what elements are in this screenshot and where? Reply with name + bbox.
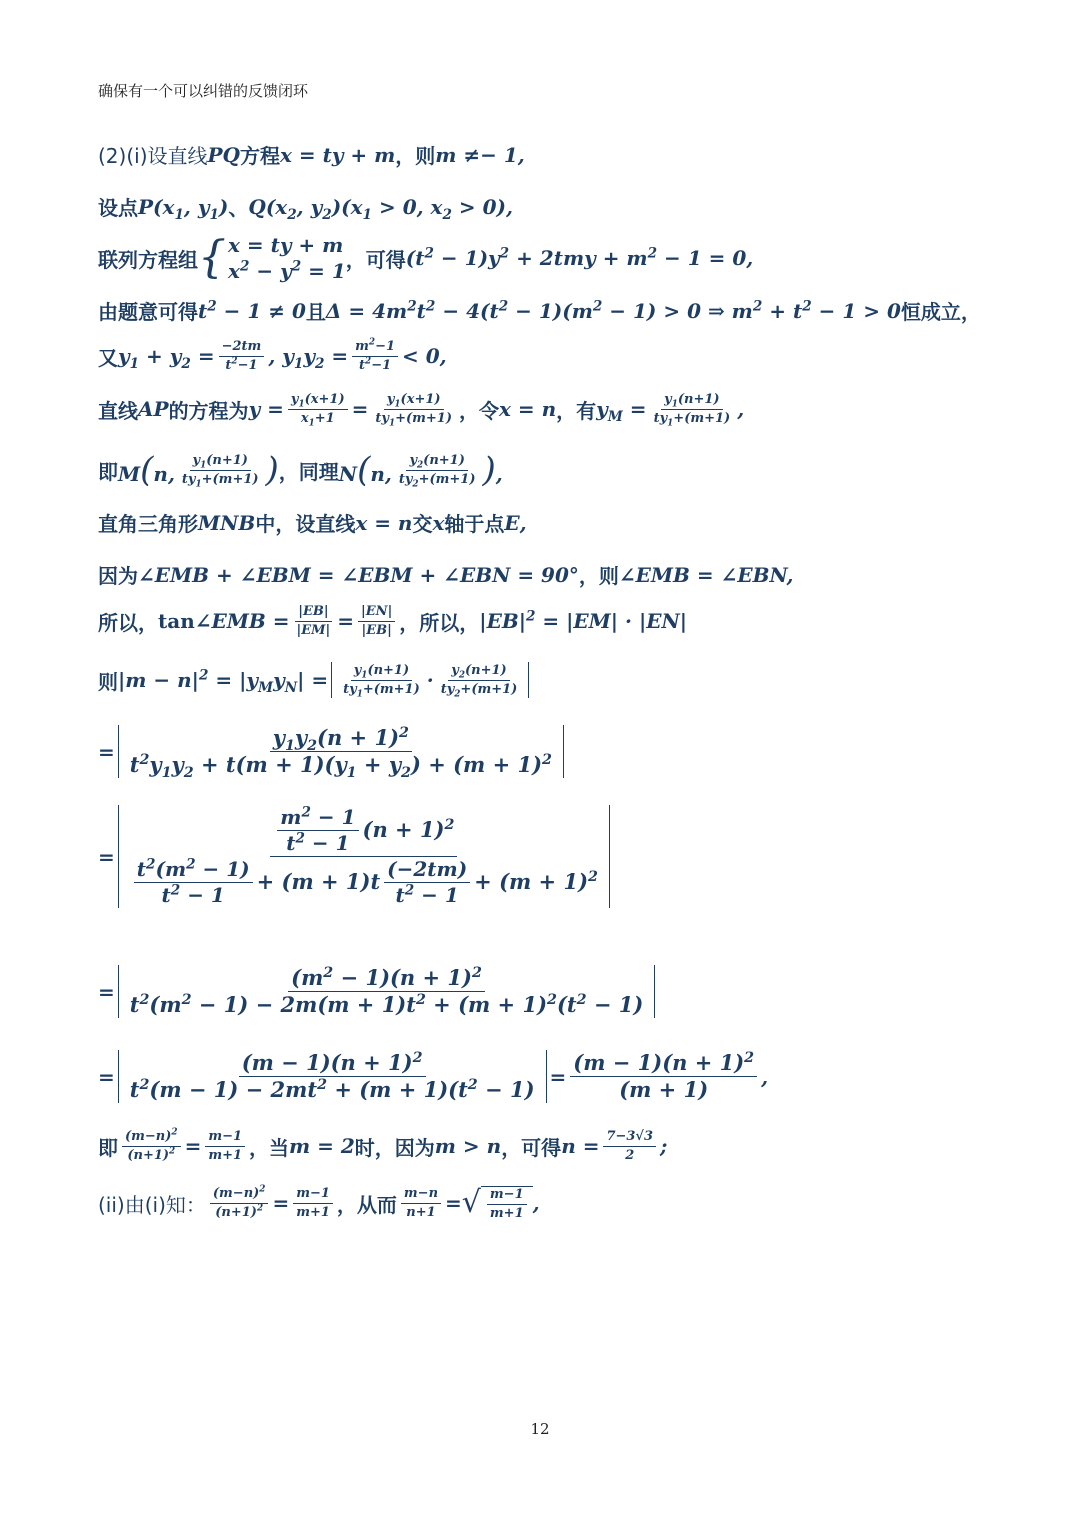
line-text: ，有: [556, 398, 597, 423]
solution-line-11: 则 $|m - n|^2 = |y_My_N|$ = $\frac{y_1(n+1)}{ty_1+(m+1)}$ · $\frac{y_2(n+1)}{ty_2+(m+1)}$: [98, 662, 532, 698]
solution-line-5: 又 $y_1 + y_2$ = $\frac{-2tm}{t^2-1}$ , $y_1y_2$ = $\frac{m^2-1}{t^2-1}$ < 0,: [98, 337, 447, 373]
solution-line-10: 所以， tan ∠EMB = $\frac{|EB|}{|EM|}$ = $\frac{|EN|}{|EB|}$ ，所以， $|EB|^2 = |EM| \cdot |EN|$: [98, 604, 688, 638]
line-text: 的方程为: [168, 398, 249, 423]
solution-line-15: = $\frac{(m - 1)(n + 1)^2}{t^2(m - 1) - 2mt^2 + (m + 1)(t^2 - 1)}$ = $\frac{(m - 1)(n + 1)^2}{(m + 1)}$ ,: [98, 1050, 769, 1103]
line-text: 则: [98, 669, 118, 694]
solution-line-18: (ii)由(i)知： $\frac{(m-n)^2}{(n+1)^2}$ = $\frac{m-1}{m+1}$ ，从而 $\frac{m-n}{n+1}$ = √ $\frac{m-1}{m+1}$ ,: [98, 1184, 540, 1221]
line-text: ，可得: [501, 1135, 562, 1160]
line-text: 所以，: [98, 610, 158, 635]
line-text: 直角三角形: [98, 512, 198, 536]
line-text: ，则: [395, 144, 436, 168]
solution-line-6: 直线 AP 的方程为 y = $\frac{y_1(x+1)}{x_1+1}$ = $\frac{y_1(x+1)}{ty_1+(m+1)}$ ，令 x = n ，有 $y_M$ = $\frac{y_1(n+1)}{ty_1+(m+1)}$ ,: [98, 392, 745, 429]
solution-line-1: (2)(i)设直线 PQ 方程 x = ty + m ，则 m ≠− 1,: [98, 140, 525, 169]
line-text: 轴于点: [444, 512, 505, 536]
solution-line-12: = $\frac{y_1y_2(n + 1)^2}{t^2y_1y_2 + t(m + 1)(y_1 + y_2) + (m + 1)^2}$: [98, 725, 567, 778]
line-text: 由题意可得: [98, 300, 198, 324]
line-text: 又: [98, 345, 118, 370]
line-text: 直线: [98, 398, 138, 423]
solution-line-3: 联列方程组 { x = ty + m $x^2 - y^2 = 1$ ，可得 $(t^2 - 1)y^2 + 2tmy + m^2 - 1 = 0$,: [98, 232, 754, 283]
line-text: ，当: [249, 1135, 290, 1160]
solution-line-2: 设点 $P(x_1$, $y_1$) 、 $Q(x_2$, $y_2)(x_1 > 0$, $x_2 > 0$),: [98, 192, 513, 221]
solution-line-7: 即 M(n, $\frac{y_1(n+1)}{ty_1+(m+1)}$ ) ，同理 N(n, $\frac{y_2(n+1)}{ty_2+(m+1)}$ ),: [98, 450, 503, 490]
solution-line-14: = $\frac{(m^2 - 1)(n + 1)^2}{t^2(m^2 - 1) - 2m(m + 1)t^2 + (m + 1)^2(t^2 - 1)}$: [98, 965, 658, 1018]
solution-line-8: 直角三角形 MNB 中，设直线 x = n 交 x 轴于点 E,: [98, 508, 527, 537]
line-text: ，从而: [336, 1192, 397, 1217]
line-text: 交: [412, 512, 433, 536]
line-text: ，同理: [278, 459, 339, 484]
solution-line-4: 由题意可得 $t^2 - 1 \ne 0$ 且 $\Delta = 4m^2t^2 - 4(t^2 - 1)(m^2 - 1) > 0$ ⇒ $m^2 + t^2 - 1 > 0$ 恒成立，: [98, 297, 981, 324]
line-text: (2)(i)设直线: [98, 144, 208, 168]
line-text: (ii)由(i)知：: [98, 1192, 206, 1217]
line-text: 因为: [98, 564, 138, 588]
line-text: 、: [228, 196, 249, 220]
line-text: 即: [98, 1135, 118, 1160]
solution-line-17: 即 $\frac{(m-n)^2}{(n+1)^2}$ = $\frac{m-1}{m+1}$ ，当 m = 2 时，因为 m > n ，可得 n = $\frac{7-3√3}{2}$ ;: [98, 1127, 668, 1163]
page-header: 确保有一个可以纠错的反馈闭环: [98, 82, 309, 100]
solution-line-13: = $\frac{m^2 - 1}{t^2 - 1}$ $(n + 1)^2$ $\frac{t^2(m^2 - 1)}{t^2 - 1}$ + (m + 1)t $\frac{(-2tm)}{t^2 - 1}$ + $(m + 1)^2$: [98, 805, 613, 908]
solution-line-9: 因为 ∠EMB + ∠EBM = ∠EBM + ∠EBN = 90° ，则 ∠EMB = ∠EBN,: [98, 560, 794, 589]
line-text: ，可得: [345, 247, 406, 272]
line-text: 且: [305, 300, 326, 324]
line-text: ，所以，: [399, 610, 480, 635]
line-text: 联列方程组: [98, 247, 198, 272]
equation-system: { x = ty + m $x^2 - y^2 = 1$: [198, 232, 346, 283]
line-text: ，令: [459, 398, 499, 423]
line-text: 设点: [98, 196, 138, 220]
line-text: 即: [98, 459, 118, 484]
page-number: 12: [530, 1420, 550, 1438]
line-text: 时，因为: [354, 1135, 435, 1160]
line-text: 中，设直线: [255, 512, 356, 536]
line-text: 方程: [239, 144, 280, 168]
line-text: 恒成立，: [900, 300, 981, 324]
line-text: ，则: [578, 564, 619, 588]
